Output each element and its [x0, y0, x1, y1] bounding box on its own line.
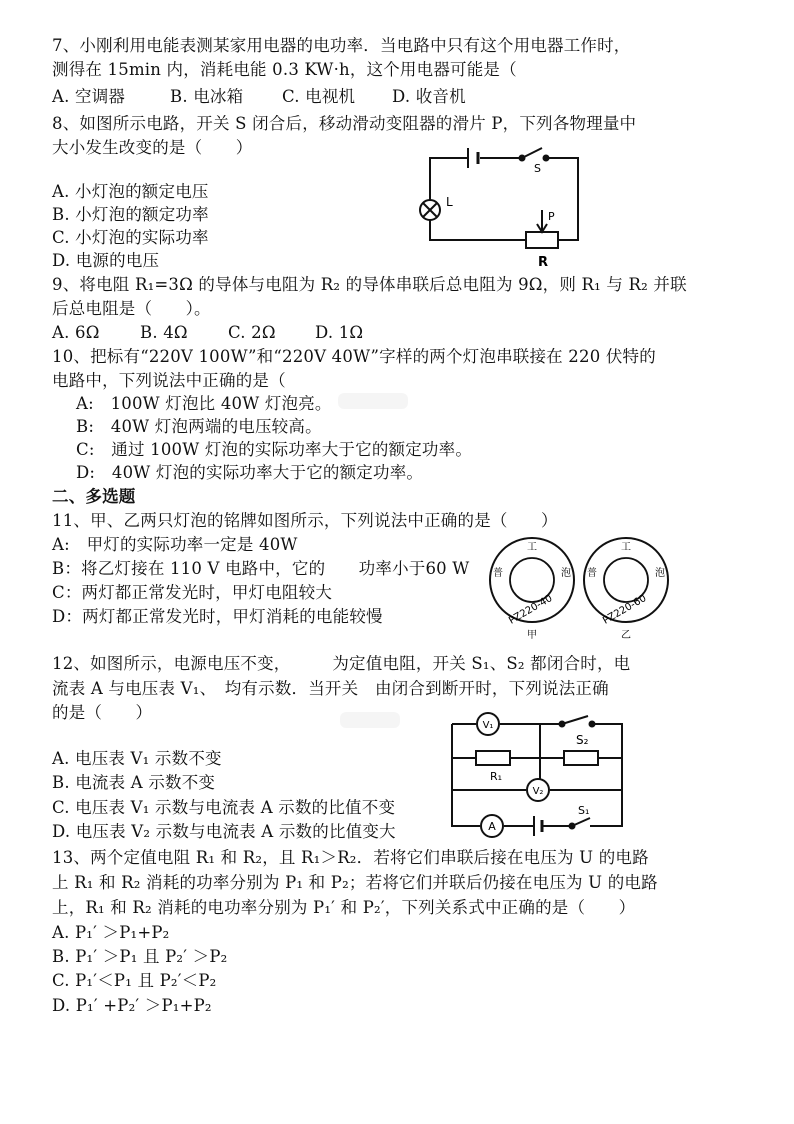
q11-line1: 11、甲、乙两只灯泡的铭牌如图所示，下列说法中正确的是（ ）: [52, 511, 558, 530]
q12-r1-label: R₁: [490, 770, 503, 783]
lamp-yi-right-text: 泡: [655, 568, 665, 579]
q7-option-b: B. 电冰箱: [170, 87, 244, 106]
q7-option-c: C. 电视机: [282, 87, 356, 106]
q12-option-c: C. 电压表 V₁ 示数与电流表 A 示数的比值不变: [52, 798, 396, 817]
q12-s2-label: S₂: [576, 733, 589, 747]
q12-circuit-diagram: [440, 710, 640, 836]
q8-switch-label: S: [534, 162, 541, 175]
lamp-yi-caption: 乙: [621, 630, 631, 641]
q12-line3: 的是（ ）: [52, 703, 153, 722]
q13-line3: 上，R₁ 和 R₂ 消耗的电功率分别为 P₁′ 和 P₂′，下列关系式中正确的是（ ）: [52, 898, 636, 917]
q7-option-a: A. 空调器: [52, 87, 126, 106]
q12-option-b: B. 电流表 A 示数不变: [52, 773, 216, 792]
q9-option-b: B. 4Ω: [140, 323, 188, 342]
q8-option-b: B. 小灯泡的额定功率: [52, 205, 209, 224]
lamp-jia-right-text: 泡: [561, 568, 571, 579]
q10-option-d: D: 40W 灯泡的实际功率大于它的额定功率。: [76, 463, 424, 482]
q12-s1-label: S₁: [578, 804, 590, 817]
q8-line2: 大小发生改变的是（ ）: [52, 138, 253, 157]
q8-slider-label: P: [548, 210, 555, 223]
q9-line2: 后总电阻是（ ）。: [52, 299, 211, 318]
q10-option-c: C: 通过 100W 灯泡的实际功率大于它的额定功率。: [76, 440, 473, 459]
lamp-jia-rating: PZ220-40: [507, 592, 555, 627]
q11-lamp-nameplates: [484, 534, 674, 644]
lamp-jia-left-text: 普: [493, 568, 503, 579]
q11-option-a: A: 甲灯的实际功率一定是 40W: [52, 535, 298, 554]
q10-line2: 电路中，下列说法中正确的是（: [52, 371, 286, 390]
q12-option-d: D. 电压表 V₂ 示数与电流表 A 示数的比值变大: [52, 822, 396, 841]
section-multiple-choice-title: 二、多选题: [52, 487, 136, 506]
q9-option-c: C. 2Ω: [228, 323, 276, 342]
q13-line1: 13、两个定值电阻 R₁ 和 R₂，且 R₁＞R₂．若将它们串联后接在电压为 U 的电路: [52, 848, 649, 867]
q8-rheostat-label: R: [538, 255, 549, 270]
q11-option-c: C：两灯都正常发光时，甲灯电阻较大: [52, 583, 333, 602]
q10-line1: 10、把标有“220V 100W”和“220V 40W”字样的两个灯泡串联接在 220 伏特的: [52, 347, 656, 366]
lamp-yi-rating: PZ220-60: [601, 592, 649, 627]
q9-line1: 9、将电阻 R₁=3Ω 的导体与电阻为 R₂ 的导体串联后总电阻为 9Ω，则 R₁ 与 R₂ 并联: [52, 275, 687, 294]
q9-option-a: A. 6Ω: [52, 323, 100, 342]
lamp-jia-top-text: 工: [527, 542, 537, 553]
q10-option-a: A: 100W 灯泡比 40W 灯泡亮。: [76, 394, 332, 413]
q12-v1-meter-label: V₁: [482, 720, 494, 731]
lamp-yi-top-text: 工: [621, 542, 631, 553]
q7-line1: 7、小刚利用电能表测某家用电器的电功率．当电路中只有这个用电器工作时，: [52, 36, 631, 55]
q13-option-b: B. P₁′ ＞P₁ 且 P₂′ ＞P₂: [52, 947, 228, 966]
q7-option-d: D. 收音机: [392, 87, 466, 106]
q8-option-a: A. 小灯泡的额定电压: [52, 182, 209, 201]
q8-option-c: C. 小灯泡的实际功率: [52, 228, 209, 247]
q11-option-b: B：将乙灯接在 110 V 电路中，它的 功率小于60 W: [52, 559, 470, 578]
q10-option-b: B: 40W 灯泡两端的电压较高。: [76, 417, 322, 436]
q12-line2: 流表 A 与电压表 V₁、 均有示数．当开关 由闭合到断开时，下列说法正确: [52, 679, 609, 698]
q7-line2: 测得在 15min 内，消耗电能 0.3 KW·h，这个用电器可能是（: [52, 60, 517, 79]
q13-option-d: D. P₁′ +P₂′ ＞P₁+P₂: [52, 996, 212, 1015]
q8-lamp-label: L: [446, 195, 453, 209]
q12-option-a: A. 电压表 V₁ 示数不变: [52, 749, 222, 768]
q8-circuit-diagram: [400, 140, 600, 270]
q8-line1: 8、如图所示电路，开关 S 闭合后，移动滑动变阻器的滑片 P，下列各物理量中: [52, 114, 637, 133]
q13-line2: 上 R₁ 和 R₂ 消耗的功率分别为 P₁ 和 P₂；若将它们并联后仍接在电压为 U 的电路: [52, 873, 658, 892]
q8-option-d: D. 电源的电压: [52, 251, 160, 270]
q12-ammeter-label: A: [488, 820, 496, 833]
scan-smudge: [338, 393, 408, 409]
lamp-jia-caption: 甲: [527, 630, 537, 641]
q13-option-c: C. P₁′＜P₁ 且 P₂′＜P₂: [52, 971, 217, 990]
q9-option-d: D. 1Ω: [315, 323, 364, 342]
q13-option-a: A. P₁′ ＞P₁+P₂: [52, 923, 170, 942]
scan-smudge: [340, 712, 400, 728]
q11-option-d: D：两灯都正常发光时，甲灯消耗的电能较慢: [52, 607, 383, 626]
q12-line1: 12、如图所示，电源电压不变， 为定值电阻，开关 S₁、S₂ 都闭合时，电: [52, 654, 631, 673]
lamp-yi-left-text: 普: [587, 568, 597, 579]
q12-v2-meter-label: V₂: [532, 786, 544, 797]
